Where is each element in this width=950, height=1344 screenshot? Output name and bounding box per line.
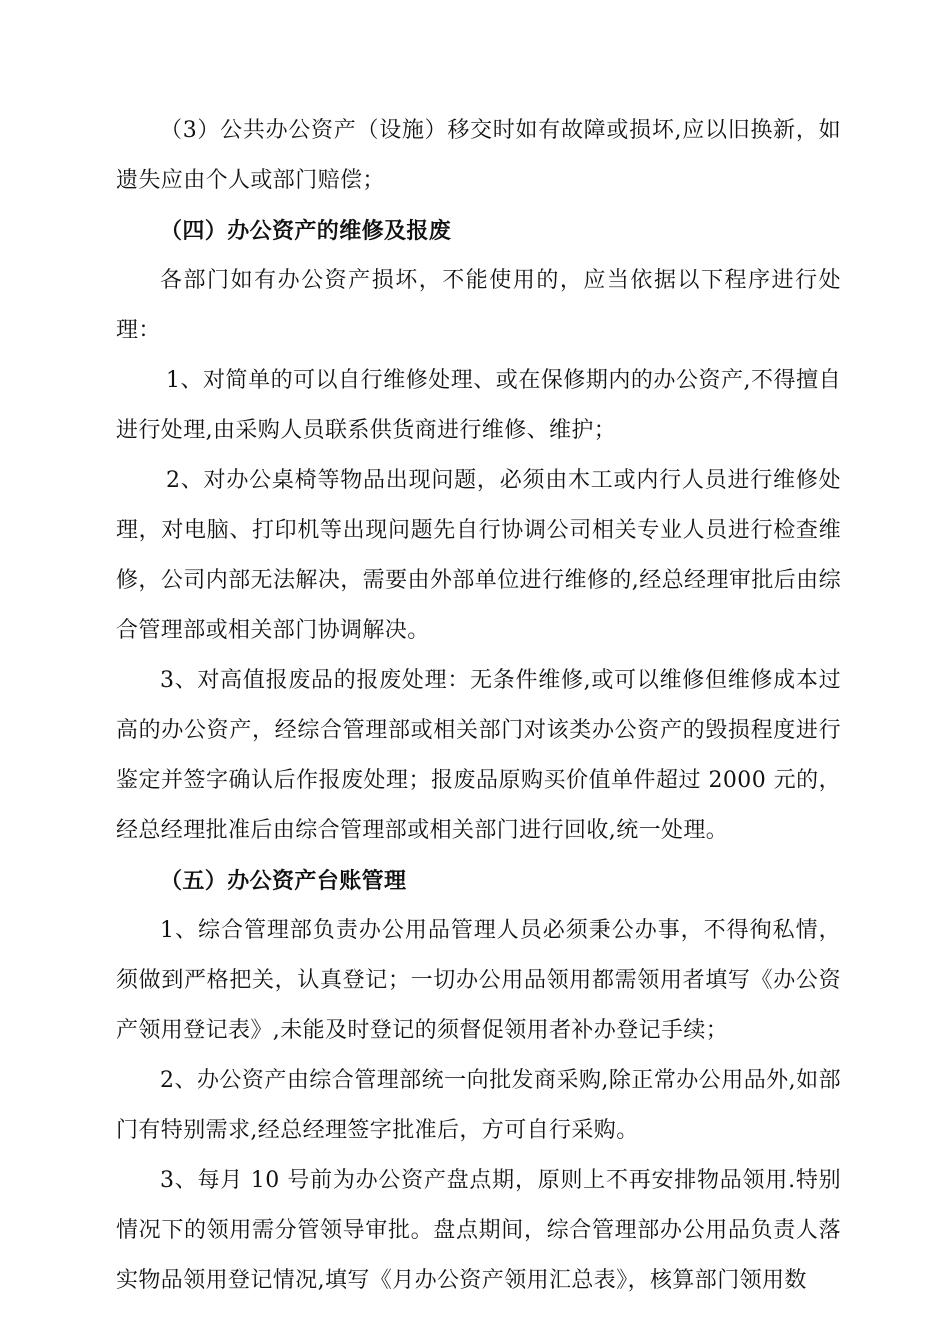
section-heading-maintenance: （四）办公资产的维修及报废 <box>160 218 452 244</box>
paragraph-damage-procedure: 各部门如有办公资产损坏，不能使用的，应当依据以下程序进行处理： <box>116 268 841 343</box>
document-body <box>116 106 841 1306</box>
paragraph-item-1-simple-repair: 1、对简单的可以自行维修处理、或在保修期内的办公资产,不得擅自进行处理,由采购人员联系供货商进行维修、维护； <box>116 368 841 443</box>
paragraph-item-2-furniture-repair: 2、对办公桌椅等物品出现问题，必须由木工或内行人员进行维修处理，对电脑、打印机等出现问题先自行协调公司相关专业人员进行检查维修，公司内部无法解决，需要由外部单位进行维修的,经总经理审批后由综合管理部或相关部门协调解决。 <box>116 468 841 643</box>
paragraph-ledger-item-3: 3、每月 10 号前为办公资产盘点期，原则上不再安排物品领用.特别情况下的领用需分管领导审批。盘点期间，综合管理部办公用品负责人落实物品领用登记情况,填写《月办公资产领用汇总表》，核算部门领用数 <box>116 1168 841 1293</box>
section-heading-ledger: （五）办公资产台账管理 <box>160 868 407 894</box>
paragraph-ledger-item-1: 1、综合管理部负责办公用品管理人员必须秉公办事，不得徇私情，须做到严格把关，认真登记；一切办公用品领用都需领用者填写《办公资产领用登记表》,未能及时登记的须督促领用者补办登记手续； <box>116 918 841 1043</box>
paragraph-item-3-transfer: （3）公共办公资产（设施）移交时如有故障或损坏,应以旧换新，如遗失应由个人或部门赔偿； <box>116 118 841 193</box>
paragraph-item-3-scrap: 3、对高值报废品的报废处理：无条件维修,或可以维修但维修成本过高的办公资产，经综合管理部或相关部门对该类办公资产的毁损程度进行鉴定并签字确认后作报废处理；报废品原购买价值单件超过 2000 元的，经总经理批准后由综合管理部或相关部门进行回收,统一处理。 <box>116 668 841 843</box>
paragraph-ledger-item-2: 2、办公资产由综合管理部统一向批发商采购,除正常办公用品外,如部门有特别需求,经总经理签字批准后，方可自行采购。 <box>116 1068 841 1143</box>
